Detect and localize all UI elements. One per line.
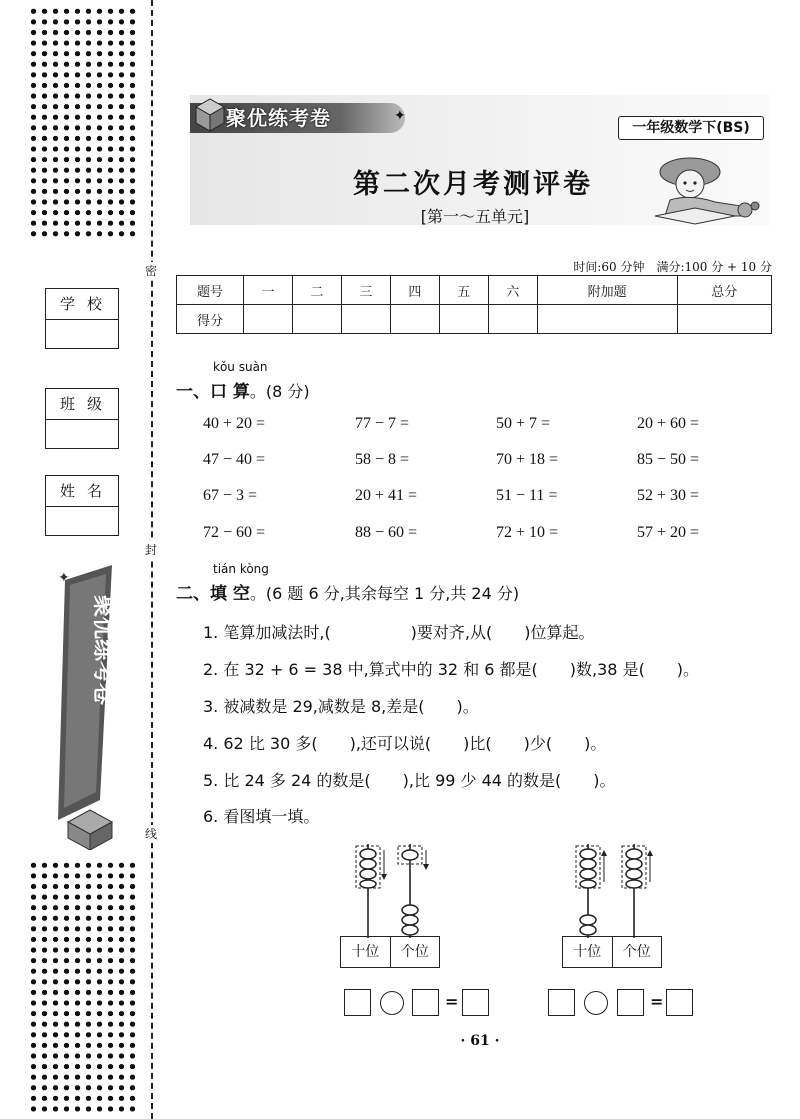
calc-item: 58 − 8 = <box>355 451 410 468</box>
answer-box[interactable] <box>462 989 489 1016</box>
calc-item: 85 − 50 = <box>637 451 700 468</box>
calc-item: 47 − 40 = <box>203 451 266 468</box>
calc-item: 50 + 7 = <box>496 415 551 432</box>
question-6: 6. 看图填一填。 <box>203 807 320 826</box>
tens-label: 十位 <box>563 937 613 967</box>
operator-circle[interactable] <box>380 991 404 1015</box>
ones-label: 个位 <box>400 944 429 960</box>
class-field[interactable] <box>46 420 118 448</box>
section2-note: 。(6 题 6 分,其余每空 1 分,共 24 分) <box>249 584 520 603</box>
section1-note: 。(8 分) <box>249 382 310 401</box>
calc-item: 51 − 11 = <box>496 487 558 504</box>
score-col-header: 一 <box>244 276 293 305</box>
unit-range: [第一～五单元] <box>420 207 530 226</box>
answer-box[interactable] <box>412 989 439 1016</box>
class-label: 班级 <box>46 389 118 420</box>
equals-sign: = <box>650 992 664 1011</box>
score-col-header: 总分 <box>677 276 771 305</box>
bottom-dot-pattern <box>28 860 138 1116</box>
calc-item: 70 + 18 = <box>496 451 559 468</box>
seal-line <box>151 0 153 1119</box>
question-5: 5. 比 24 多 24 的数是( ),比 99 少 44 的数是( )。 <box>203 771 616 790</box>
calc-item: 40 + 20 = <box>203 415 266 432</box>
score-col-header: 六 <box>488 276 537 305</box>
score-cell[interactable] <box>244 305 293 334</box>
seal-char-mi: 密 <box>144 264 157 278</box>
school-field[interactable] <box>46 320 118 348</box>
top-dot-pattern <box>28 6 138 238</box>
place-value-box-1 <box>340 936 440 968</box>
abacus-figure-2 <box>562 838 662 938</box>
calc-item: 20 + 60 = <box>637 415 700 432</box>
tens-label: 十位 <box>341 937 391 967</box>
operator-circle[interactable] <box>584 991 608 1015</box>
score-cell[interactable] <box>439 305 488 334</box>
equals-sign: = <box>445 992 459 1011</box>
calc-item: 72 + 10 = <box>496 524 559 541</box>
answer-box[interactable] <box>617 989 644 1016</box>
score-row-label: 得分 <box>177 305 244 334</box>
section2-heading <box>176 579 519 604</box>
school-box <box>45 288 119 349</box>
section2-title: 二、填 空 <box>176 584 250 604</box>
calc-item: 67 − 3 = <box>203 487 258 504</box>
section1-pinyin: kǒu suàn <box>213 360 268 374</box>
score-cell[interactable] <box>292 305 341 334</box>
calc-item: 88 − 60 = <box>355 524 418 541</box>
calc-item: 57 + 20 = <box>637 524 700 541</box>
side-brand-text: 聚优练考卷 <box>90 595 115 706</box>
score-cell[interactable] <box>341 305 390 334</box>
name-field[interactable] <box>46 507 118 535</box>
score-col-header: 附加题 <box>537 276 677 305</box>
score-col-header: 五 <box>439 276 488 305</box>
score-cell[interactable] <box>488 305 537 334</box>
name-label: 姓名 <box>46 476 118 507</box>
score-cell[interactable] <box>537 305 677 334</box>
brand-title: 聚优练考卷 <box>226 106 331 130</box>
score-cell[interactable] <box>390 305 439 334</box>
sparkle-icon: ✦ <box>394 108 406 124</box>
question-3: 3. 被减数是 29,减数是 8,差是( )。 <box>203 697 479 716</box>
score-header-row <box>177 276 772 305</box>
question-4: 4. 62 比 30 多( ),还可以说( )比( )少( )。 <box>203 734 607 753</box>
page-number: · 61 · <box>460 1033 500 1049</box>
seal-char-feng: 封 <box>144 543 157 557</box>
ones-label: 个位 <box>622 944 651 960</box>
grade-label: 一年级数学下(BS) <box>618 116 764 140</box>
answer-box[interactable] <box>548 989 575 1016</box>
score-col-header: 二 <box>292 276 341 305</box>
side-brand-logo <box>40 560 120 850</box>
exam-meta: 时间:60 分钟 满分:100 分 + 10 分 <box>573 260 772 274</box>
name-box <box>45 475 119 536</box>
calc-item: 52 + 30 = <box>637 487 700 504</box>
calc-item: 72 − 60 = <box>203 524 266 541</box>
abacus-figure-1 <box>340 838 440 938</box>
calc-item: 20 + 41 = <box>355 487 418 504</box>
girl-reading-illustration <box>645 150 765 230</box>
answer-box[interactable] <box>666 989 693 1016</box>
page-title: 第二次月考测评卷 <box>353 169 593 200</box>
school-label: 学校 <box>46 289 118 320</box>
score-col-header: 题号 <box>177 276 244 305</box>
question-2: 2. 在 32 + 6 = 38 中,算式中的 32 和 6 都是( )数,38 是( )。 <box>203 660 700 679</box>
question-1: 1. 笔算加减法时,( )要对齐,从( )位算起。 <box>203 623 595 642</box>
section1-title: 一、口 算 <box>176 382 250 402</box>
cube-icon <box>190 95 230 135</box>
svg-text:✦: ✦ <box>58 570 70 586</box>
class-box <box>45 388 119 449</box>
score-col-header: 三 <box>341 276 390 305</box>
score-value-row <box>177 305 772 334</box>
calc-item: 77 − 7 = <box>355 415 410 432</box>
section2-pinyin: tián kòng <box>213 562 269 576</box>
score-cell[interactable] <box>677 305 771 334</box>
score-table <box>176 275 772 334</box>
section1-heading <box>176 377 310 402</box>
place-value-box-2 <box>562 936 662 968</box>
answer-box[interactable] <box>344 989 371 1016</box>
score-col-header: 四 <box>390 276 439 305</box>
seal-char-xian: 线 <box>144 827 157 841</box>
